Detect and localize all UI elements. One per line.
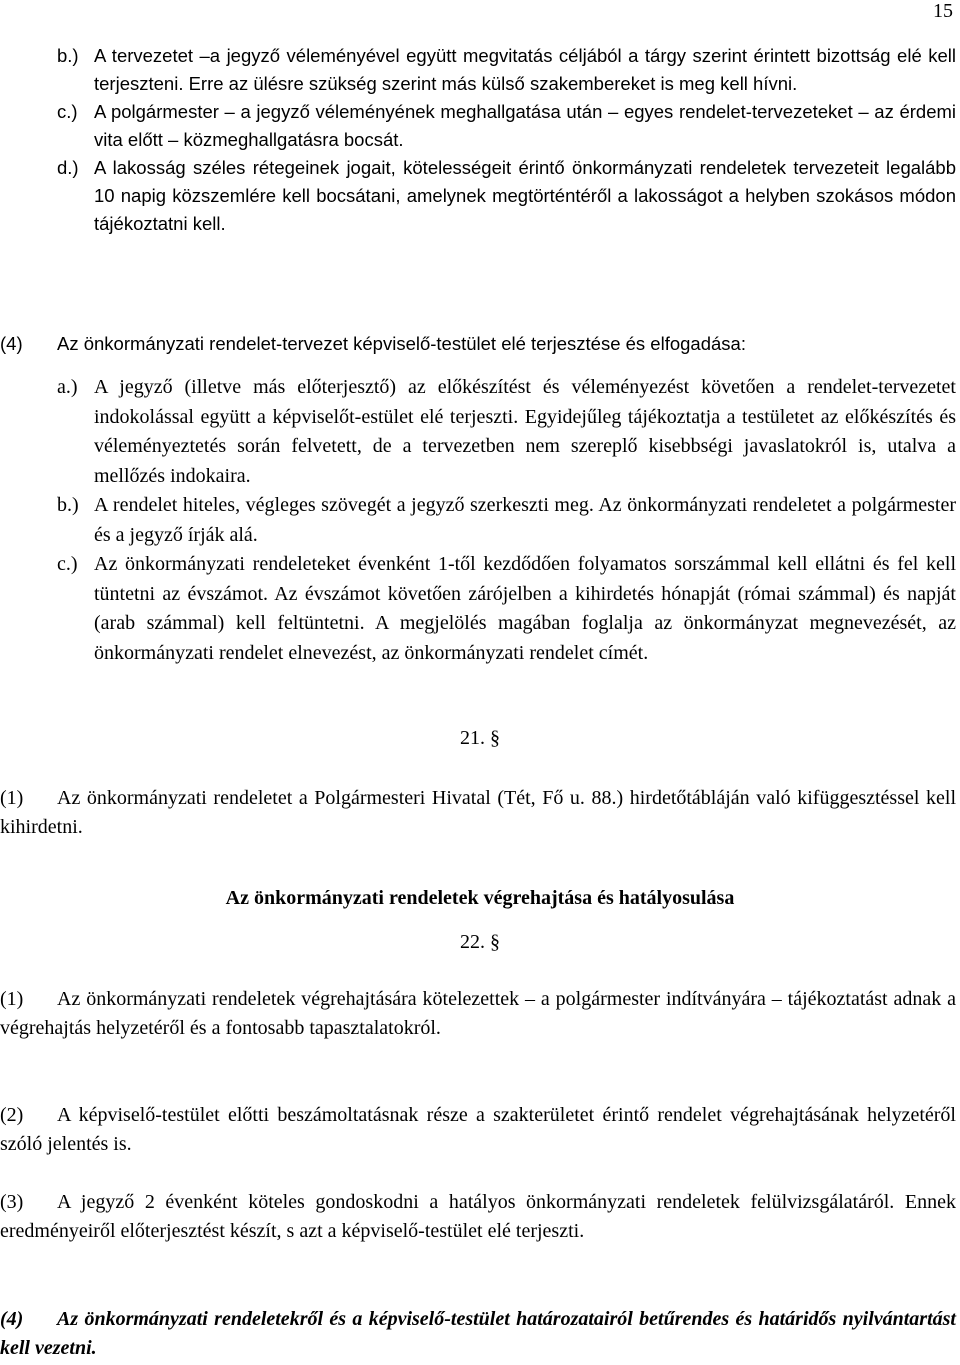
section-21-paragraph-1 [0,784,956,842]
list-item-a [57,373,956,491]
chapter-title: Az önkormányzati rendeletek végrehajtása és hatályosulása [225,887,735,909]
item-marker: c.) [57,101,78,122]
item-text: A jegyző (illetve más előterjesztő) az előkészítést és véleményezést követően a rendelet-tervezetet indokolással együtt a képviselőt-estület elé terjeszti. Egyidejűleg tájékoztatja a testületet az előkészítés és véleményeztetés során felvetett, de a tervezetben nem szereplő kisebbségi javaslatokról is, utalva a mellőzés indokaira. [94,376,956,487]
paragraph-number: (1) [0,787,24,809]
section-22-title: 22. § [460,931,500,953]
paragraph-text: Az önkormányzati rendeletet a Polgármesteri Hivatal (Tét, Fő u. 88.) hirdetőtábláján való kifüggesztéssel kell kihirdetni. [0,787,956,838]
section-21-title: 21. § [460,727,500,749]
item-marker: b.) [57,494,79,516]
page-number: 15 [933,0,953,22]
paragraph-number: (3) [0,1191,24,1213]
paragraph-text: Az önkormányzati rendeletek végrehajtására kötelezettek – a polgármester indítványára – tájékoztatást adnak a végrehajtás helyzetéről és a fontosabb tapasztalatokról. [0,988,956,1039]
list-item-b [57,42,956,98]
paragraph-text: A jegyző 2 évenként köteles gondoskodni a hatályos önkormányzati rendeletek felülvizsgálatáról. Ennek eredményeiről előterjesztést készít, s azt a képviselő-testület elé terjeszti. [0,1191,956,1242]
paragraph-4 [0,329,956,358]
item-text: A tervezetet –a jegyző véleményével együtt megvitatás céljából a tárgy szerint érintett bizottság elé kell terjeszteni. Erre az ülésre szükség szerint más külső szakembereket is meg kell hívni. [94,45,956,94]
top-items [57,42,956,238]
paragraph-number: (4) [0,1308,24,1330]
item-text: A lakosság széles rétegeinek jogait, kötelességeit érintő önkormányzati rendeletek tervezeteit legalább 10 napig közszemlére kell bocsátani, amelynek megtörténtéről a lakosságot a helyben szokásos módon tájékoztatni kell. [94,157,956,234]
item-text: Az önkormányzati rendeleteket évenként 1-től kezdődően folyamatos sorszámmal kell ellátni és fel kell tüntetni az évszámot. Az évszámot követően zárójelben a kihirdetés hónapját (római számmal) és napját (arab számmal) kell feltüntetni. A megjelölés magában foglalja az önkormányzat megnevezését, az önkormányzati rendelet elnevezést, az önkormányzati rendelet címét. [94,553,956,664]
item-text: A polgármester – a jegyző véleményének meghallgatása után – egyes rendelet-tervezeteket – az érdemi vita előtt – közmeghallgatásra bocsát. [94,101,956,150]
section-22-paragraph-4 [0,1305,956,1363]
list-item-b [57,491,956,550]
paragraph-text: Az önkormányzati rendelet-tervezet képviselő-testület elé terjesztése és elfogadása: [57,333,746,354]
section-22-paragraph-2 [0,1101,956,1159]
list-item-c [57,98,956,154]
item-marker: a.) [57,376,78,398]
list-item-c [57,550,956,668]
paragraph-number: (4) [0,333,23,354]
paragraph-number: (2) [0,1104,24,1126]
para4-items [57,373,956,668]
paragraph-number: (1) [0,988,24,1010]
section-22-paragraph-3 [0,1188,956,1246]
paragraph-text: Az önkormányzati rendeletekről és a képviselő-testület határozatairól betűrendes és határidős nyilvántartást kell vezetni. [0,1308,956,1359]
paragraph-text: A képviselő-testület előtti beszámoltatásnak része a szakterületet érintő rendelet végrehajtásának helyzetéről szóló jelentés is. [0,1104,956,1155]
item-text: A rendelet hiteles, végleges szövegét a jegyző szerkeszti meg. Az önkormányzati rendeletet a polgármester és a jegyző írják alá. [94,494,956,546]
item-marker: b.) [57,45,79,66]
section-22-paragraph-1 [0,985,956,1043]
item-marker: c.) [57,553,78,575]
list-item-d [57,154,956,238]
item-marker: d.) [57,157,79,178]
